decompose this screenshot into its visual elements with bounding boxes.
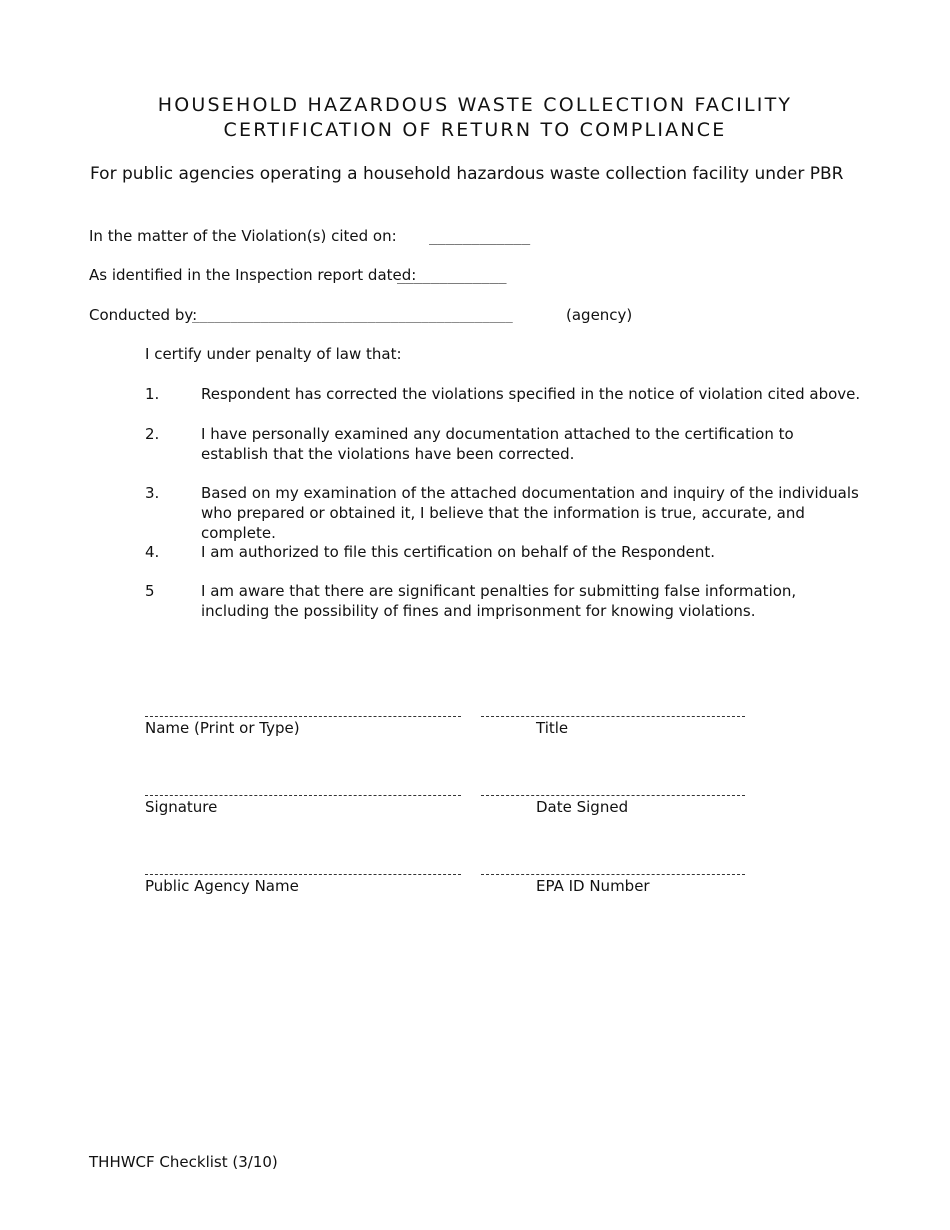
- form-id-footer: THHWCF Checklist (3/10): [89, 1153, 278, 1171]
- item-number-3: 3.: [145, 484, 160, 502]
- name-signature-line[interactable]: [145, 716, 461, 717]
- violation-label: In the matter of the Violation(s) cited on:: [89, 227, 397, 245]
- certification-item-3: Based on my examination of the attached documentation and inquiry of the individuals who prepared or obtained it, I believe that the information is true, accurate, and complete.: [201, 484, 859, 542]
- page-title-line-2: CERTIFICATION OF RETURN TO COMPLIANCE: [223, 119, 727, 141]
- page-subtitle: For public agencies operating a household hazardous waste collection facility under PBR: [90, 164, 844, 184]
- title-label: Title: [536, 719, 569, 737]
- inspection-label: As identified in the Inspection report dated:: [89, 266, 417, 284]
- date-signed-line[interactable]: [481, 795, 745, 796]
- conducted-label: Conducted by:: [89, 306, 198, 324]
- item-number-4: 4.: [145, 543, 160, 561]
- date-signed-label: Date Signed: [536, 798, 629, 816]
- signature-line[interactable]: [145, 795, 461, 796]
- certification-item-5: I am aware that there are significant penalties for submitting false information, including the possibility of fines and imprisonment for knowing violations.: [201, 582, 797, 620]
- certification-item-1: Respondent has corrected the violations specified in the notice of violation cited above.: [201, 385, 861, 403]
- title-signature-line[interactable]: [481, 716, 745, 717]
- certification-item-4: I am authorized to file this certification on behalf of the Respondent.: [201, 543, 716, 561]
- agency-name-line[interactable]: [145, 874, 461, 875]
- certification-intro: I certify under penalty of law that:: [145, 345, 402, 363]
- violation-date-blank[interactable]: ____________: [429, 229, 531, 245]
- inspection-date-blank[interactable]: _____________: [397, 268, 507, 284]
- name-label: Name (Print or Type): [145, 719, 300, 737]
- epa-id-line[interactable]: [481, 874, 745, 875]
- item-number-2: 2.: [145, 425, 160, 443]
- conducted-by-blank[interactable]: __________________________________________: [192, 308, 513, 323]
- agency-suffix: (agency): [566, 306, 633, 324]
- item-number-1: 1.: [145, 385, 160, 403]
- agency-name-label: Public Agency Name: [145, 877, 299, 895]
- signature-label: Signature: [145, 798, 218, 816]
- page-title-line-1: HOUSEHOLD HAZARDOUS WASTE COLLECTION FACILITY: [157, 94, 793, 116]
- item-number-5: 5: [145, 582, 155, 600]
- epa-id-label: EPA ID Number: [536, 877, 650, 895]
- certification-item-2: I have personally examined any documentation attached to the certification to establish that the violations have been corrected.: [201, 425, 794, 463]
